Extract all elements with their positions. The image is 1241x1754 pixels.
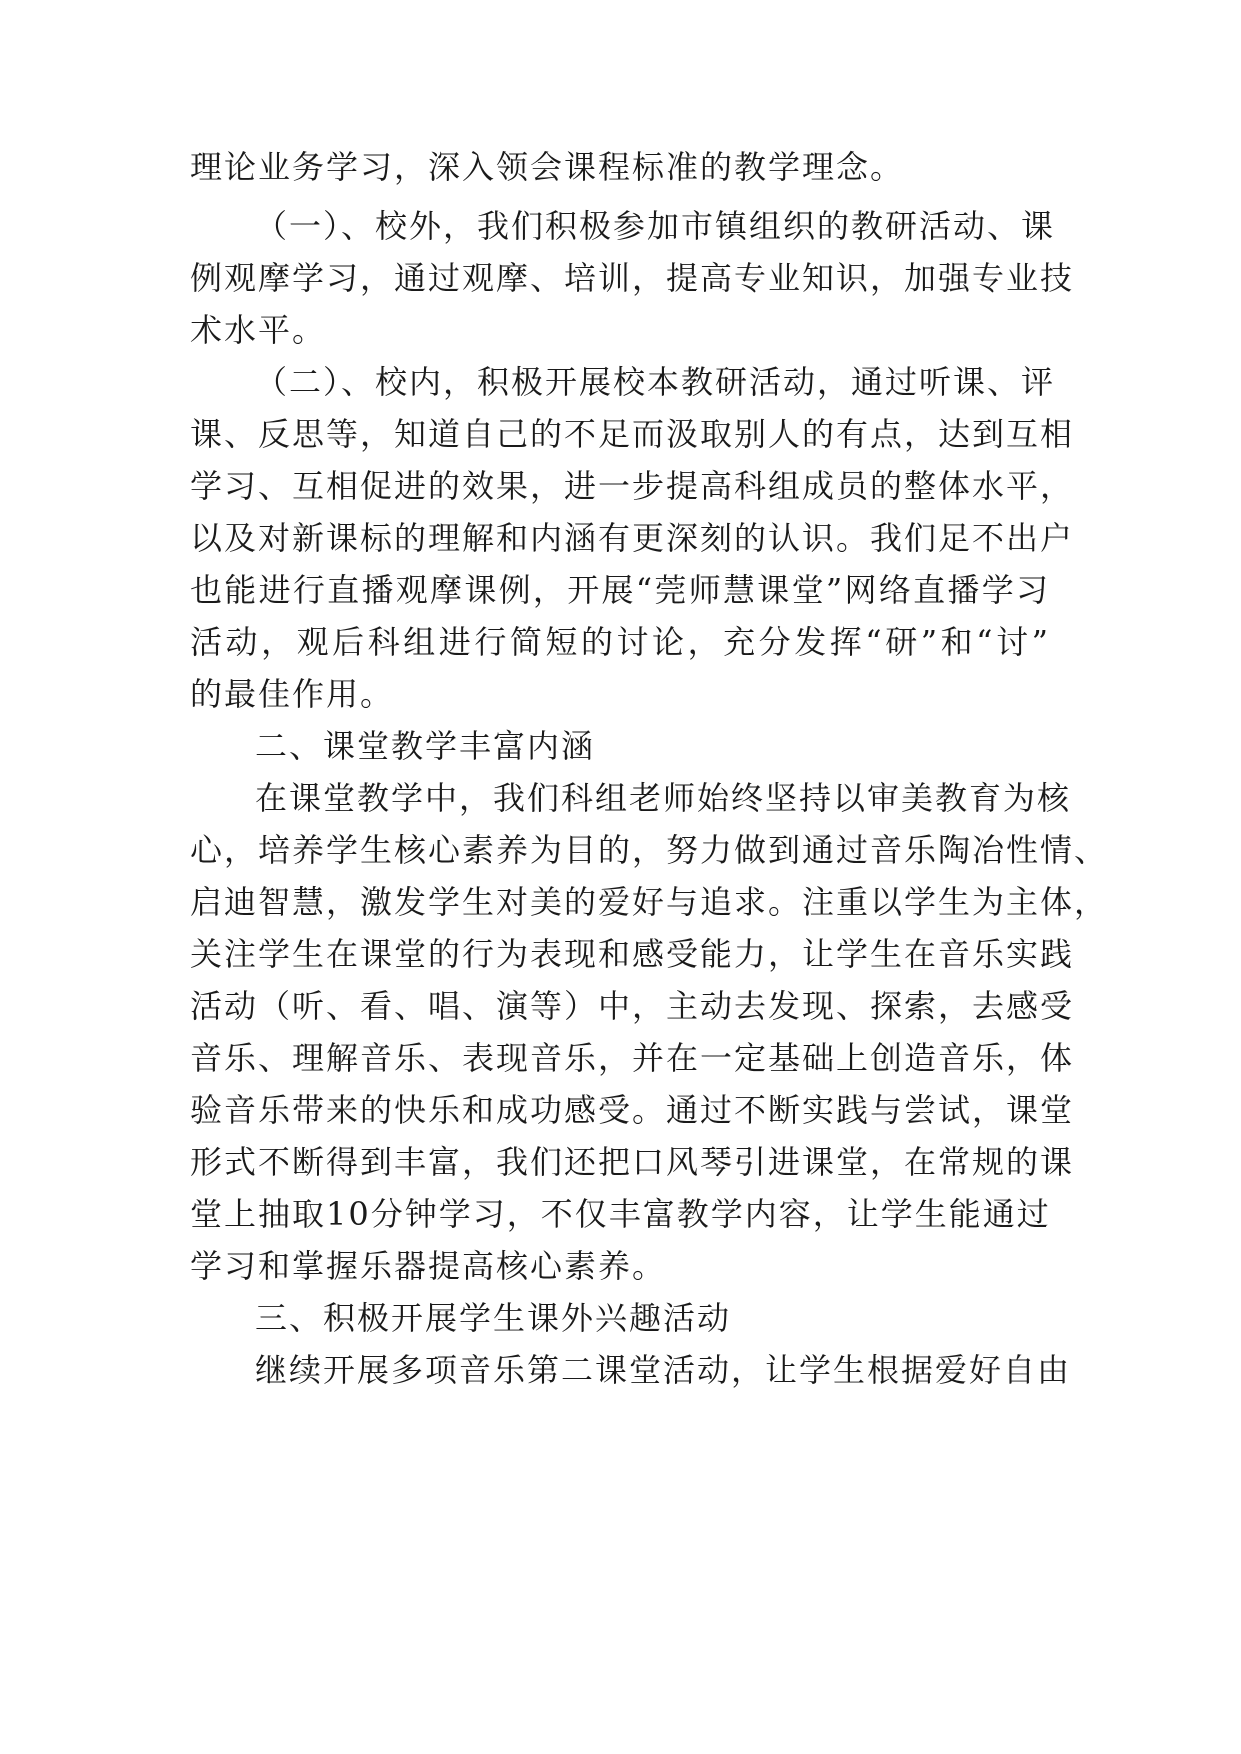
text-line: 关注学生在课堂的行为表现和感受能力，让学生在音乐实践 <box>190 935 1075 973</box>
text-line: 音乐、理解音乐、表现音乐，并在一定基础上创造音乐，体 <box>190 1039 1075 1077</box>
text-line: 理论业务学习，深入领会课程标准的教学理念。 <box>190 148 905 186</box>
text-line: 验音乐带来的快乐和成功感受。通过不断实践与尝试，课堂 <box>190 1091 1075 1129</box>
paragraph-classroom-teaching: 在课堂教学中，我们科组老师始终坚持以审美教育为核 <box>255 779 1072 817</box>
text-line: 术水平。 <box>190 311 327 349</box>
text-line: 课、反思等，知道自己的不足而汲取别人的有点，达到互相 <box>190 415 1075 453</box>
paragraph-school-external: （一）、校外，我们积极参加市镇组织的教研活动、课 <box>255 207 1056 245</box>
section-heading-2: 二、课堂教学丰富内涵 <box>255 727 596 765</box>
text-line: 堂上抽取10分钟学习，不仅丰富教学内容，让学生能通过 <box>190 1195 1051 1233</box>
text-line: 启迪智慧，激发学生对美的爱好与追求。注重以学生为主体， <box>190 883 1109 921</box>
paragraph-extracurricular: 继续开展多项音乐第二课堂活动，让学生根据爱好自由 <box>255 1351 1072 1389</box>
text-line: 活动（听、看、唱、演等）中，主动去发现、探索，去感受 <box>190 987 1075 1025</box>
text-line: 学习和掌握乐器提高核心素养。 <box>190 1247 667 1285</box>
text-line: 的最佳作用。 <box>190 675 395 713</box>
text-line: 形式不断得到丰富，我们还把口风琴引进课堂，在常规的课 <box>190 1143 1075 1181</box>
text-line: 也能进行直播观摩课例，开展“莞师慧课堂”网络直播学习 <box>190 571 1050 609</box>
text-line: 心，培养学生核心素养为目的，努力做到通过音乐陶冶性情、 <box>190 831 1109 869</box>
text-line: 学习、互相促进的效果，进一步提高科组成员的整体水平， <box>190 467 1075 505</box>
paragraph-school-internal: （二）、校内，积极开展校本教研活动，通过听课、评 <box>255 363 1056 401</box>
text-line: 活动，观后科组进行简短的讨论，充分发挥“研”和“讨” <box>190 623 1050 661</box>
text-line: 以及对新课标的理解和内涵有更深刻的认识。我们足不出户 <box>190 519 1075 557</box>
text-line: 例观摩学习，通过观摩、培训，提高专业知识，加强专业技 <box>190 259 1075 297</box>
section-heading-3: 三、积极开展学生课外兴趣活动 <box>255 1299 732 1337</box>
